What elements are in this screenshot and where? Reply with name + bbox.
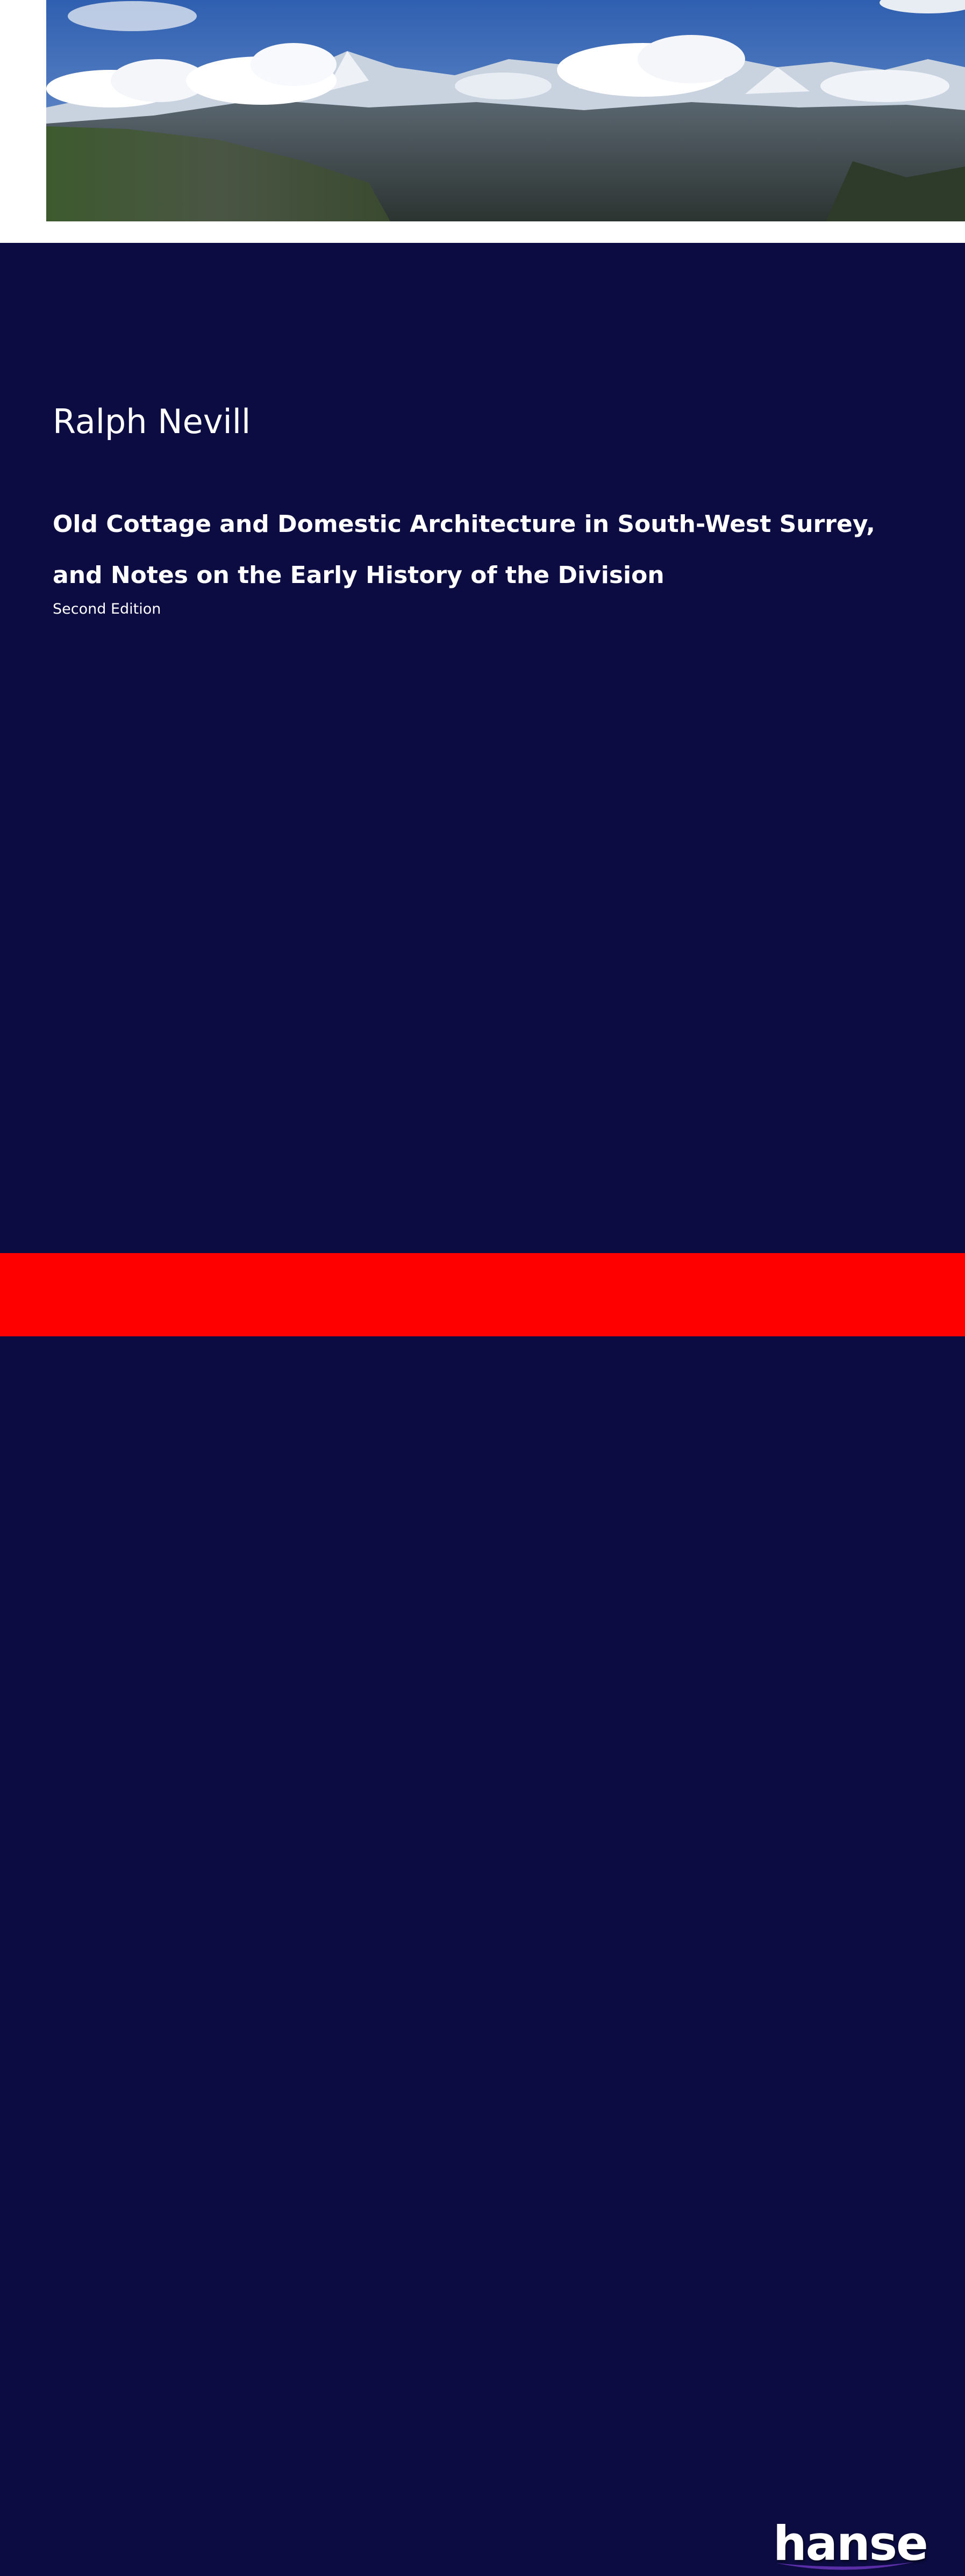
- logo-swoosh-icon: [775, 2559, 916, 2575]
- edition-label: Second Edition: [53, 601, 161, 617]
- book-title: Old Cottage and Domestic Architecture in South-West Surrey, and Notes on the Early History of the Division: [53, 510, 875, 589]
- mountain-landscape-image: [46, 0, 965, 221]
- publisher-logo: [773, 2516, 927, 2576]
- publisher-band: [0, 1253, 965, 2571]
- top-white-band: [0, 0, 965, 243]
- bottom-navy-strip: [0, 1336, 965, 1371]
- publisher-logo-text: hanse: [773, 2516, 927, 2571]
- mountain-panorama-photo: [46, 0, 965, 221]
- author-name: Ralph Nevill: [53, 402, 251, 441]
- navy-panel: [0, 243, 965, 1253]
